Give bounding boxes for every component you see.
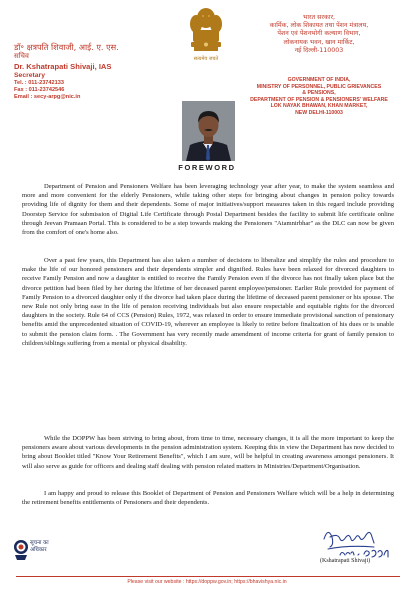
dept-english-line: NEW DELHI-110003 (295, 109, 343, 116)
signatory-name: (Kshatrapati Shivaji) (320, 558, 371, 564)
dept-hindi-line: पेंशन एवं पेंशनभोगी कल्याण विभाग, (277, 30, 361, 38)
page-title: FOREWORD (178, 163, 236, 172)
paragraph-text: Over a past few years, this Department has also taken a number of decisions to liberalize and simplify the rules and procedure to make the life of our honored pensioners and their dependents simpler and dignified. Rules have been relaxed for divorced daughters to receive Family Pension and now a daughter is entitled to receive the Family Pension even if the divorce has not finally taken place but the divorce petition had been filed by her during the lifetime of her deceased parent employee/pensioner. Earlier Rule provided for payment of Family Pension to a divorced daughter only if the divorce had taken place during the lifetime of deceased parent pensioner or his spouse. The new Rule not only bring ease in the life of pension receiving individuals but also ensure respectable and equitable rights for the divorced daughters in the society. Rule 64 of CCS (Pension) Rules, 1972, was relaxed in order to ensure immediate provisional sanction of pensionary benefits amid the unprecedented situation of COVID-19, wherever an employee is likely to retire before finalization of his dues or is unable to submit the pension claim form. . The Government has very recently made amendment of income criteria for grant of family pension to children/siblings suffering from a mental or physical disability. (22, 257, 394, 347)
sender-hindi-name: डॉ॰ क्षत्रपति शिवाजी, आई. ए. एस. (14, 42, 119, 52)
sender-name: Dr. Kshatrapati Shivaji, IAS (14, 62, 112, 71)
dept-english-line: DEPARTMENT OF PENSION & PENSIONERS' WELFARE (250, 96, 388, 103)
sender-email: Email : secy-arpg@nic.in (14, 94, 81, 100)
sender-hindi-designation: सचिव (14, 52, 29, 60)
dept-hindi-line: भारत सरकार, (302, 14, 336, 21)
dept-english-line: & PENSIONS, (302, 90, 336, 97)
dept-hindi-line: लोकनायक भवन, खान मार्किट, (283, 38, 355, 46)
sender-fax: Fax : 011-23742546 (14, 87, 65, 93)
paragraph (22, 489, 394, 507)
rti-logo-text (30, 540, 49, 554)
paragraph (22, 182, 394, 237)
dept-english-line: LOK NAYAK BHAWAN, KHAN MARKET, (270, 103, 368, 110)
handwritten-signature (318, 525, 404, 561)
paragraph-text: While the DOPPW has been striving to bring about, from time to time, necessary changes, it is all the more important to keep the pensioners aware about various developments in the pension administration system. Keeping this in view the Department has now decided to bring about Booklet titled "Know Your Retirement Benefits", which I am sure, will be helpful in creating awareness amongst pensioners. It will also serve as guide for officers and dealing staff dealing with pension related matters in Ministries/Department/Organisation. (22, 435, 394, 470)
rti-text-line: सूचना का (30, 540, 49, 546)
paragraph (22, 434, 394, 471)
dept-english-line: GOVERNMENT OF INDIA, (287, 77, 351, 83)
footer-website-text: Please visit our website : https://doppw.gov.in; https://bhavishya.nic.in (127, 579, 287, 585)
footer-divider (16, 576, 400, 577)
dept-hindi-line: कार्मिक, लोक शिकायत तथा पेंशन मंत्रालय, (269, 22, 369, 30)
dept-english-block (228, 77, 410, 117)
paragraph-text: Department of Pension and Pensioners Welfare has been leveraging technology year after year, to make the system seamless and more and more convenient for the elderly Pensioners, while taking other steps for bringing about changes in pension policy towards providing life of dignity for them and their dependents. Some of major initiatives/support measures taken in this regard include providing Doorstep Service for submission of Digital Life Certificate through Postal Department besides the facility to submit life certificate online through Jeevan Pramaan Portal. This is considered to be a step towards making the Pensioners "Atamnirbhar" as the DLC can now be given from the comfort of one's home also. (22, 183, 394, 237)
paragraph (22, 256, 394, 348)
dept-hindi-line: नई दिल्ली-110003 (294, 46, 344, 54)
dept-english-line: MINISTRY OF PERSONNEL, PUBLIC GRIEVANCES (256, 83, 382, 90)
national-emblem-icon (184, 4, 228, 70)
sender-tel: Tel. : 011-23742133 (14, 80, 64, 86)
sender-designation: Secretary (14, 72, 45, 79)
secretary-photo (182, 101, 235, 161)
sender-block (14, 42, 174, 101)
paragraph-text: I am happy and proud to release this Booklet of Department of Pension and Pensioners Welfare which will be a help in determining the retirement benefits entitlements of Pensioners and their dependents. (22, 490, 394, 507)
dept-hindi-block (228, 14, 410, 55)
rti-text-line: अधिकार (30, 547, 47, 553)
emblem-motto: सत्यमेव जयते (193, 56, 219, 62)
